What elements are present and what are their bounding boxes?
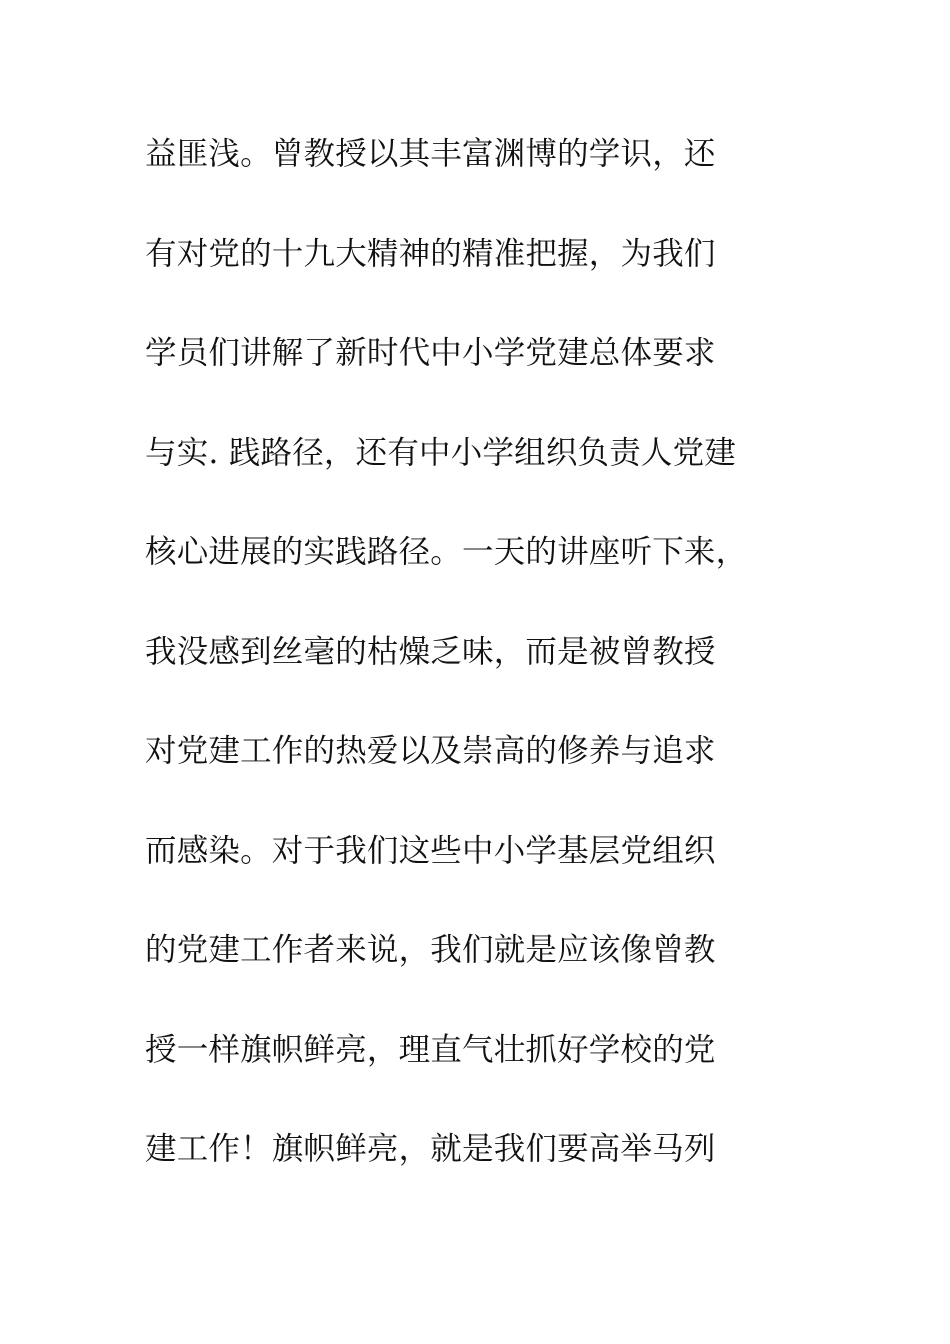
text-line-9: 的党建工作者来说，我们就是应该像曾教 (145, 932, 716, 968)
text-line-8: 而感染。对于我们这些中小学基层党组织 (145, 832, 716, 869)
text-line-1: 益匪浅。曾教授以其丰富渊博的学识，还 (145, 136, 716, 172)
text-line-3: 学员们讲解了新时代中小学党建总体要求 (145, 335, 716, 371)
text-line-2: 有对党的十九大精神的精准把握，为我们 (145, 235, 716, 272)
body-text (145, 128, 825, 1223)
text-line-7: 对党建工作的热爱以及崇高的修养与追求 (145, 733, 716, 769)
text-line-11: 建工作！旗帜鲜亮，就是我们要高举马列 (145, 1131, 716, 1167)
text-line-6: 我没感到丝毫的枯燥乏味，而是被曾教授 (145, 633, 716, 670)
text-line-5: 核心进展的实践路径。一天的讲座听下来， (145, 534, 748, 570)
text-line-4: 与实. 践路径，还有中小学组织负责人党建 (145, 434, 737, 471)
text-line-10: 授一样旗帜鲜亮，理直气壮抓好学校的党 (145, 1031, 716, 1068)
